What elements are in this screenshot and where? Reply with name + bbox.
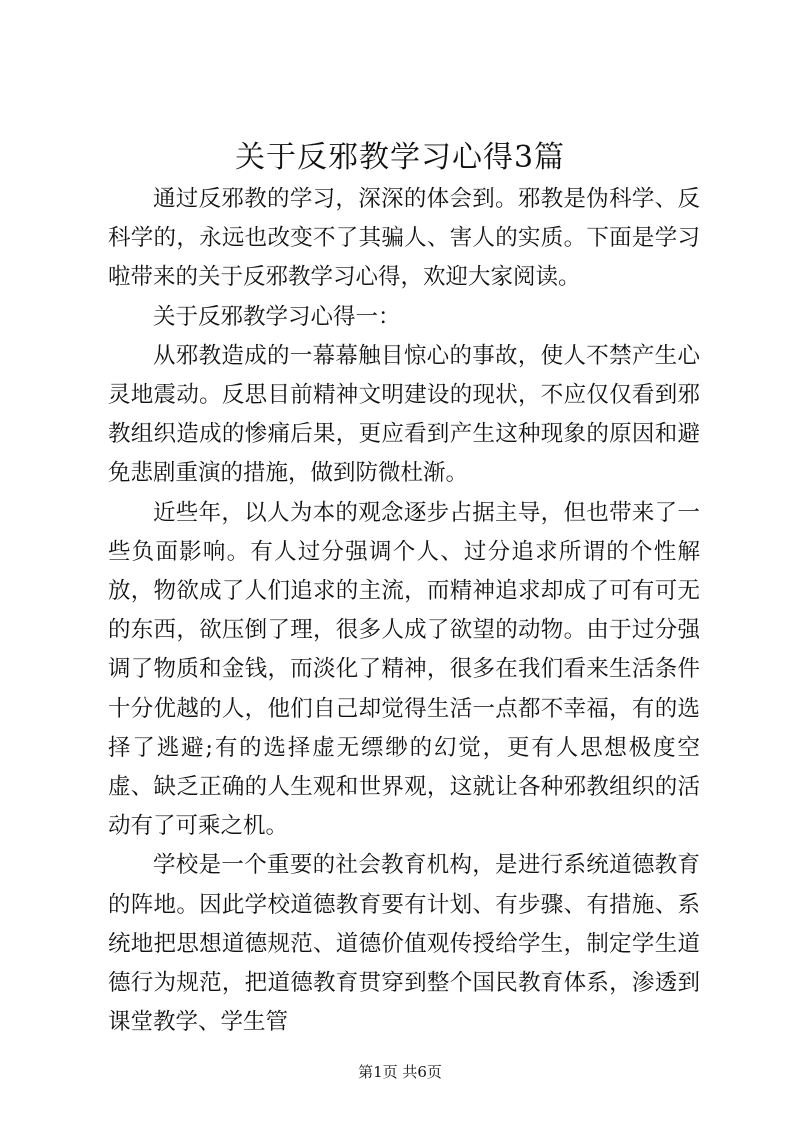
paragraph-heading-one: 关于反邪教学习心得一： [153, 303, 401, 330]
paragraph-school-education: 学校是一个重要的社会教育机构，是进行系统道德教育的阵地。因此学校道德教育要有计划、有步骤、有措施、系统地把思想道德规范、道德价值观传授给学生，制定学生道德行为规范，把道德教育贯穿到整个国民教育体系，渗透到课堂教学、学生管 [108, 852, 700, 1036]
paragraph-intro: 通过反邪教的学习，深深的体会到。邪教是伪科学、反科学的，永远也改变不了其骗人、害人的实质。下面是学习啦带来的关于反邪教学习心得，欢迎大家阅读。 [108, 186, 700, 291]
paragraph-cult-incidents: 从邪教造成的一幕幕触目惊心的事故，使人不禁产生心灵地震动。反思目前精神文明建设的现状，不应仅仅看到邪教组织造成的惨痛后果，更应看到产生这种现象的原因和避免悲剧重演的措施，做到防微杜渐。 [108, 342, 700, 487]
document-title: 关于反邪教学习心得3篇 [234, 140, 566, 175]
document-body [108, 180, 700, 1042]
page-footer: 第1页 共6页 [358, 1063, 442, 1081]
paragraph-recent-years: 近些年，以人为本的观念逐步占据主导，但也带来了一些负面影响。有人过分强调个人、过分追求所谓的个性解放，物欲成了人们追求的主流，而精神追求却成了可有可无的东西，欲压倒了理，很多人成了欲望的动物。由于过分强调了物质和金钱，而淡化了精神，很多在我们看来生活条件十分优越的人，他们自己却觉得生活一点都不幸福，有的选择了逃避;有的选择虚无缥缈的幻觉，更有人思想极度空虚、缺乏正确的人生观和世界观，这就让各种邪教组织的活动有了可乘之机。 [108, 499, 700, 840]
